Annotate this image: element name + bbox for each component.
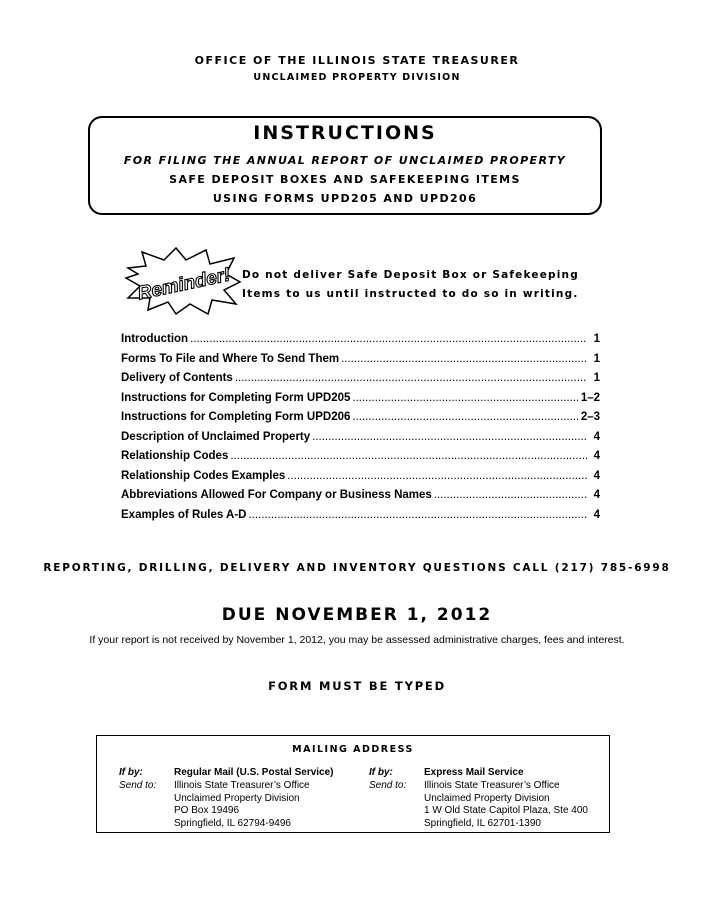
division-heading: UNCLAIMED PROPERTY DIVISION xyxy=(253,72,461,83)
toc-row xyxy=(121,470,600,490)
toc-entry-page: 4 xyxy=(593,489,600,501)
toc-entry-page: 4 xyxy=(593,469,600,482)
express-mail-line: 1 W Old State Capitol Plaza, Ste 400 xyxy=(424,805,588,817)
reminder-badge-text: Reminder! xyxy=(135,264,233,305)
express-mail-address xyxy=(424,767,624,831)
toc-row xyxy=(121,509,600,529)
form-typed-note: FORM MUST BE TYPED xyxy=(268,679,446,693)
toc-entry-title: Instructions for Completing Form UPD206 xyxy=(121,411,351,423)
mailing-address-title: MAILING ADDRESS xyxy=(292,744,414,755)
toc-dot-leader xyxy=(287,470,587,482)
regular-mail-line: Unclaimed Property Division xyxy=(174,792,300,804)
reminder-message xyxy=(242,266,579,304)
express-mail-method: Express Mail Service xyxy=(424,767,524,778)
regular-mail-method: Regular Mail (U.S. Postal Service) xyxy=(174,767,334,778)
express-mail-line: Unclaimed Property Division xyxy=(424,792,550,804)
toc-entry-title: Relationship Codes xyxy=(121,450,229,462)
toc-entry-page: 4 xyxy=(593,508,600,521)
toc-row xyxy=(121,450,600,470)
toc-dot-leader xyxy=(312,431,587,443)
toc-dot-leader xyxy=(434,489,587,501)
toc-row xyxy=(121,411,600,431)
toc-entry-title: Introduction xyxy=(121,333,189,345)
toc-dot-leader xyxy=(248,509,587,521)
toc-entry-page: 1 xyxy=(593,372,600,384)
instructions-title: INSTRUCTIONS xyxy=(253,122,437,144)
reminder-badge-icon xyxy=(124,246,242,316)
regular-mail-line: Illinois State Treasurer’s Office xyxy=(174,779,310,791)
toc-entry-title: Abbreviations Allowed For Company or Business Names xyxy=(121,489,432,501)
send-to-label: Send to: xyxy=(119,779,157,791)
toc-dot-leader xyxy=(190,333,587,345)
if-by-label: If by: xyxy=(119,767,143,778)
toc-entry-page: 2–3 xyxy=(580,411,600,423)
regular-mail-line: PO Box 19496 xyxy=(174,805,240,817)
reminder-line-2: Items to us until instructed to do so in writing. xyxy=(242,288,579,300)
toc-entry-page: 1 xyxy=(593,333,600,345)
send-to-label: Send to: xyxy=(369,779,407,791)
toc-entry-page: 4 xyxy=(593,430,600,443)
toc-entry-page: 4 xyxy=(593,450,600,462)
toc-dot-leader xyxy=(352,411,577,423)
toc-dot-leader xyxy=(352,392,577,404)
toc-dot-leader xyxy=(341,353,587,365)
regular-mail-address xyxy=(174,767,374,831)
office-heading: OFFICE OF THE ILLINOIS STATE TREASURER xyxy=(194,54,520,67)
due-date-note: If your report is not received by November 1, 2012, you may be assessed administrative charges, fees and interest. xyxy=(89,634,625,646)
instructions-subtitle-3: USING FORMS UPD205 AND UPD206 xyxy=(212,192,478,205)
toc-entry-title: Description of Unclaimed Property xyxy=(121,430,311,443)
due-date-title: DUE NOVEMBER 1, 2012 xyxy=(221,605,493,625)
toc-row xyxy=(121,353,600,373)
toc-row xyxy=(121,489,600,509)
toc-entry-title: Instructions for Completing Form UPD205 xyxy=(121,391,351,404)
toc-entry-title: Delivery of Contents xyxy=(121,372,233,384)
toc-entry-title: Examples of Rules A-D xyxy=(121,508,247,521)
regular-mail-line: Springfield, IL 62794-9496 xyxy=(174,818,291,830)
express-mail-line: Springfield, IL 62701-1390 xyxy=(424,818,541,830)
reminder-line-1: Do not deliver Safe Deposit Box or Safekeeping xyxy=(242,269,579,281)
table-of-contents xyxy=(121,333,600,528)
toc-row xyxy=(121,372,600,392)
toc-row xyxy=(121,392,600,412)
toc-row xyxy=(121,431,600,451)
instructions-subtitle-2: SAFE DEPOSIT BOXES AND SAFEKEEPING ITEMS xyxy=(169,173,521,186)
toc-entry-page: 1–2 xyxy=(580,391,600,404)
toc-row xyxy=(121,333,600,353)
toc-entry-page: 1 xyxy=(593,352,600,365)
toc-entry-title: Relationship Codes Examples xyxy=(121,469,286,482)
mailing-address-box xyxy=(96,735,610,833)
phone-line: REPORTING, DRILLING, DELIVERY AND INVENTORY QUESTIONS CALL (217) 785-6998 xyxy=(43,562,671,574)
toc-dot-leader xyxy=(230,450,587,462)
express-mail-line: Illinois State Treasurer’s Office xyxy=(424,779,560,791)
toc-entry-title: Forms To File and Where To Send Them xyxy=(121,352,340,365)
instructions-subtitle-1: FOR FILING THE ANNUAL REPORT OF UNCLAIMED PROPERTY xyxy=(123,154,567,167)
instructions-box xyxy=(88,116,602,215)
if-by-label: If by: xyxy=(369,767,393,778)
toc-dot-leader xyxy=(235,372,587,384)
